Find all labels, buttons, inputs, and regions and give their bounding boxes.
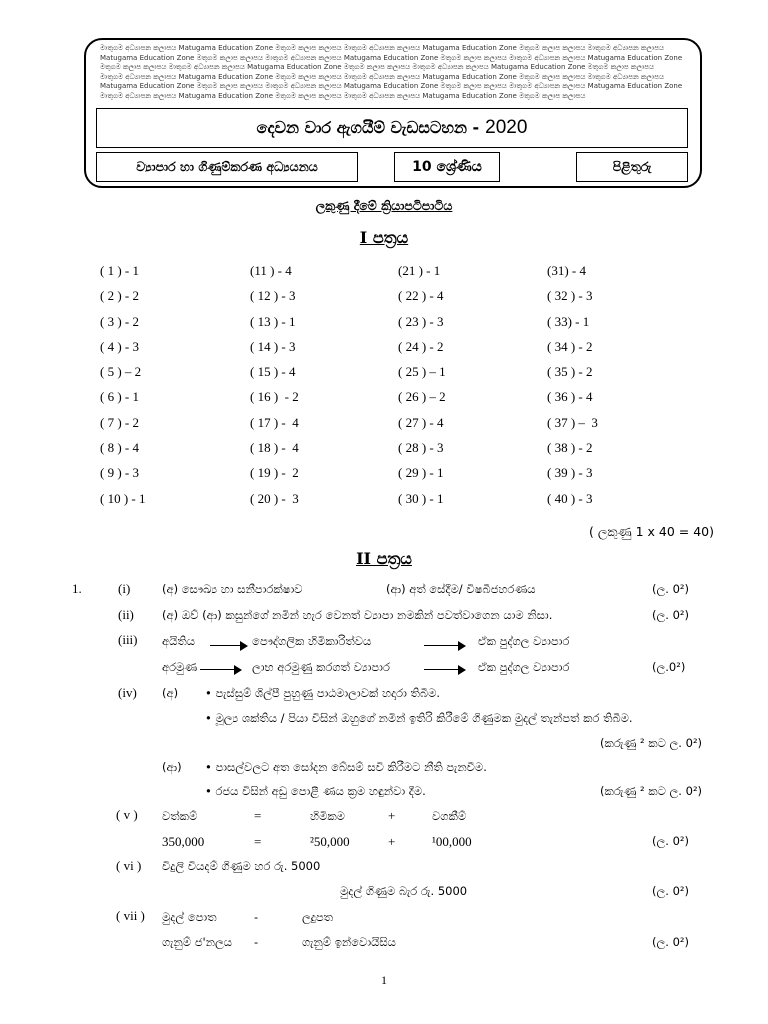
equation-term: වගකීම් bbox=[432, 809, 467, 823]
equation-operator: = bbox=[254, 834, 262, 849]
page-number: 1 bbox=[381, 973, 387, 987]
mcq-answer: ( 7 ) - 2 bbox=[100, 414, 139, 430]
subject-box: ව්‍යාපාර හා ගිණුම්කරණ අධ්‍යයනය bbox=[96, 152, 358, 182]
mcq-answer: ( 33) - 1 bbox=[547, 313, 590, 329]
equation-operator: + bbox=[388, 808, 396, 823]
mcq-answer: ( 6 ) - 1 bbox=[100, 389, 139, 405]
mcq-answer: ( 12 ) - 3 bbox=[250, 288, 296, 304]
mcq-row bbox=[100, 339, 720, 364]
marks-iii: (ල.0²) bbox=[652, 660, 686, 674]
mcq-answer: ( 16 ) - 2 bbox=[250, 389, 299, 405]
answers-box: පිළිතුරු bbox=[576, 152, 688, 182]
mcq-answer: ( 14 ) - 3 bbox=[250, 338, 296, 354]
mcq-answer: ( 1 ) - 1 bbox=[100, 263, 139, 278]
mcq-answer: ( 29 ) - 1 bbox=[398, 465, 444, 481]
mcq-row bbox=[100, 288, 720, 313]
mcq-answer: ( 5 ) – 2 bbox=[100, 364, 142, 380]
exam-title bbox=[96, 108, 688, 148]
mcq-answer: ( 13 ) - 1 bbox=[250, 313, 296, 329]
answer-iv-b-point: • පාසල්වලට අත සෝදන බේසම් සවි කිරීමට නීති පැනවීම. bbox=[205, 760, 487, 774]
mcq-answer: ( 28 ) - 3 bbox=[398, 440, 444, 456]
sub-question-vi: ( vi ) bbox=[116, 858, 142, 873]
mcq-row bbox=[100, 415, 720, 440]
equation-operator: = bbox=[254, 808, 262, 823]
mcq-answer: (31) - 4 bbox=[547, 263, 586, 278]
mcq-answer: ( 40 ) - 3 bbox=[547, 490, 593, 506]
marks-iv-a: (කරුණු ² කට ල. 0²) bbox=[600, 736, 703, 750]
mcq-row bbox=[100, 263, 720, 288]
mcq-answer: ( 2 ) - 2 bbox=[100, 288, 139, 304]
mcq-answer: ( 9 ) - 3 bbox=[100, 465, 139, 481]
mcq-row bbox=[100, 465, 720, 490]
mcq-answer: ( 19 ) - 2 bbox=[250, 465, 299, 481]
equation-value: ¹00,000 bbox=[432, 834, 472, 849]
watermark-line: Matugama Education Zone මතුගම කලාප කලාපය මාතුගම අධ්‍යාපන කලාපය Matugama Education Zone මතුගම කලාප කලාපය මාතුගම අධ්‍යාපන කලාපය Matugama Education Zone bbox=[100, 82, 683, 91]
mcq-answer: ( 4 ) - 3 bbox=[100, 338, 139, 354]
answer-vii-dash: - bbox=[254, 935, 259, 949]
paper2-heading: II පත්‍රය bbox=[356, 549, 412, 568]
answer-iii-r2-mid: ලාභ අරමුණු කරගත් ව්‍යාපාර bbox=[252, 660, 390, 674]
watermark bbox=[100, 44, 690, 104]
mcq-answer: ( 18 ) - 4 bbox=[250, 440, 299, 456]
mcq-answer: ( 22 ) - 4 bbox=[398, 288, 444, 304]
answer-iii-r2-label: අරමුණ bbox=[162, 660, 198, 674]
answer-iv-a-label: (අ) bbox=[162, 686, 179, 700]
answer-i-a: (අ) සෞඛ්‍ය හා සනීපාරක්ෂාව bbox=[162, 582, 303, 596]
watermark-line: මාතුගම අධ්‍යාපන කලාපය Matugama Education Zone මතුගම කලාප කලාපය මාතුගම අධ්‍යාපන කලාපය Matugama Education Zone මතුගම කලාප කලාපය මාතුගම අධ්‍යාපන කලාපය bbox=[100, 72, 664, 81]
answer-ii: (අ) ඔව් (ආ) කසුන්ගේ නමින් හැර වෙනත් ව්‍යාපා නමකින් පවත්වාගෙන යාම නිසා. bbox=[162, 608, 553, 622]
watermark-line: Matugama Education Zone මතුගම කලාප කලාපය මාතුගම අධ්‍යාපන කලාපය Matugama Education Zone මතුගම කලාප කලාපය මාතුගම අධ්‍යාපන කලාපය Matugama Education Zone bbox=[100, 53, 683, 62]
mcq-answer: ( 36 ) - 4 bbox=[547, 389, 593, 405]
answer-vi-credit: මුදල් ගිණුම බැර රු. 5000 bbox=[340, 884, 468, 898]
mcq-answer: (11 ) - 4 bbox=[250, 263, 292, 278]
mcq-answer: ( 35 ) - 2 bbox=[547, 364, 593, 380]
mcq-row bbox=[100, 440, 720, 465]
mcq-row bbox=[100, 491, 720, 516]
marks-v: (ල. 0²) bbox=[652, 834, 689, 848]
sub-question-vii: ( vii ) bbox=[116, 908, 145, 923]
mcq-answer: ( 30 ) - 1 bbox=[398, 490, 444, 506]
equation-value: ²50,000 bbox=[310, 834, 350, 849]
grade-box: 10 ශ්‍රේණිය bbox=[394, 152, 500, 182]
watermark-line: මතුගම කලාප කලාපය මාතුගම අධ්‍යාපන කලාපය Matugama Education Zone මතුගම කලාප කලාපය මාතුගම අධ්‍යාපන කලාපය Matugama Education Zone මතුගම කලාප කලාපය bbox=[100, 63, 655, 72]
mcq-row bbox=[100, 389, 720, 414]
paper1-heading: I පත්‍රය bbox=[359, 228, 409, 247]
mcq-answer: (21 ) - 1 bbox=[398, 263, 441, 278]
answer-iv-a-point: • පැස්සුම් ශිල්පී පුහුණු පාඨමාලාවක් හදාරා තිබීම. bbox=[205, 686, 440, 700]
mcq-answer: ( 25 ) – 1 bbox=[398, 364, 446, 380]
arrow-right-icon bbox=[210, 645, 246, 646]
equation-term: හිමිකම bbox=[310, 809, 345, 823]
mcq-answer: ( 27 ) - 4 bbox=[398, 414, 444, 430]
sub-question-iii: (iii) bbox=[118, 632, 138, 647]
mcq-answer: ( 20 ) - 3 bbox=[250, 490, 299, 506]
mcq-answer: ( 39 ) - 3 bbox=[547, 465, 593, 481]
answer-vii-document: ලදුපත bbox=[302, 910, 334, 924]
sub-question-v: ( v ) bbox=[116, 807, 138, 822]
question-number: 1. bbox=[72, 581, 82, 596]
mcq-answer: ( 24 ) - 2 bbox=[398, 338, 444, 354]
answer-iv-a-point: • මූල්‍ය ශක්තිය / පියා විසින් ඔහුගේ නමින් ඉතිරි කිරීමේ ගිණුමක මුදල් තැන්පත් කර තිබීම. bbox=[205, 711, 633, 725]
answer-iii-r1-label: අයිතිය bbox=[162, 634, 195, 648]
mcq-answer: ( 3 ) - 2 bbox=[100, 313, 139, 329]
marks-vii: (ල. 0²) bbox=[652, 935, 689, 949]
equation-term: වත්කම් bbox=[162, 809, 198, 823]
paper1-marks-total: ( ලකුණු 1 x 40 = 40) bbox=[589, 524, 714, 539]
mcq-answer-grid bbox=[100, 263, 720, 516]
answer-vi-debit: විදුලි වියදම් ගිණුම හර රු. 5000 bbox=[162, 859, 321, 873]
mcq-answer: ( 23 ) - 3 bbox=[398, 313, 444, 329]
header-box bbox=[84, 38, 702, 188]
mcq-answer: ( 37 ) – 3 bbox=[547, 414, 598, 430]
answer-iv-b-point: • රජය විසින් අඩු පොළී ණය ක්‍රම හඳුන්වා දීම. bbox=[205, 784, 426, 798]
answer-vii-document: ගැනුම් ඉන්වොයිසිය bbox=[302, 935, 396, 949]
mcq-row bbox=[100, 364, 720, 389]
watermark-line: මාතුගම අධ්‍යාපන කලාපය Matugama Education Zone මතුගම කලාප කලාපය මාතුගම අධ්‍යාපන කලාපය Matugama Education Zone මතුගම කලාප කලාපය මාතුගම අධ්‍යාපන කලාපය bbox=[100, 44, 664, 52]
answer-i-b: (ආ) අත් සේදීම/ විෂබීජහරණය bbox=[386, 582, 536, 596]
arrow-right-icon bbox=[424, 645, 464, 646]
mcq-answer: ( 17 ) - 4 bbox=[250, 414, 299, 430]
sub-question-ii: (ii) bbox=[118, 607, 134, 622]
mcq-answer: ( 8 ) - 4 bbox=[100, 440, 139, 456]
exam-title-text: දෙවන වාර ඇගයීම් වැඩසටහන - bbox=[256, 118, 480, 137]
answer-vii-book: ගැනුම් ජ'නලය bbox=[162, 935, 233, 949]
exam-year: 2020 bbox=[485, 117, 528, 138]
marks-i: (ල. 0²) bbox=[652, 582, 689, 596]
answer-vii-dash: - bbox=[254, 910, 259, 924]
watermark-line: මාතුගම අධ්‍යාපන කලාපය Matugama Education Zone මතුගම කලාප කලාපය මාතුගම අධ්‍යාපන කලාපය Matugama Education Zone මතුගම කලාප කලාපය bbox=[100, 91, 586, 100]
answer-iii-r1-result: ඒක පුද්ගල ව්‍යාපාර bbox=[478, 634, 570, 648]
mcq-answer: ( 15 ) - 4 bbox=[250, 364, 296, 380]
mcq-answer: ( 34 ) - 2 bbox=[547, 338, 593, 354]
marks-iv-b: (කරුණු ² කට ල. 0²) bbox=[600, 784, 703, 798]
mcq-answer: ( 32 ) - 3 bbox=[547, 288, 593, 304]
procedure-heading: ලකුණු දීමේ ක්‍රියාපටිපාටිය bbox=[315, 198, 453, 213]
arrow-right-icon bbox=[200, 669, 240, 670]
mcq-answer: ( 10 ) - 1 bbox=[100, 490, 146, 506]
equation-operator: + bbox=[388, 834, 396, 849]
arrow-right-icon bbox=[424, 669, 464, 670]
sub-question-i: (i) bbox=[118, 581, 131, 596]
mcq-row bbox=[100, 314, 720, 339]
answer-vii-book: මුදල් පොත bbox=[162, 910, 217, 924]
answer-iii-r2-result: ඒක පුද්ගල ව්‍යාපාර bbox=[478, 660, 570, 674]
marks-vi: (ල. 0²) bbox=[652, 884, 689, 898]
marks-ii: (ල. 0²) bbox=[652, 608, 689, 622]
answer-iii-r1-mid: පෞද්ගලික හිමිකාරිත්වය bbox=[252, 634, 372, 648]
sub-question-iv: (iv) bbox=[118, 685, 137, 700]
mcq-answer: ( 38 ) - 2 bbox=[547, 440, 593, 456]
equation-value: 350,000 bbox=[162, 834, 205, 849]
answer-iv-b-label: (ආ) bbox=[162, 760, 182, 774]
mcq-answer: ( 26 ) – 2 bbox=[398, 389, 446, 405]
